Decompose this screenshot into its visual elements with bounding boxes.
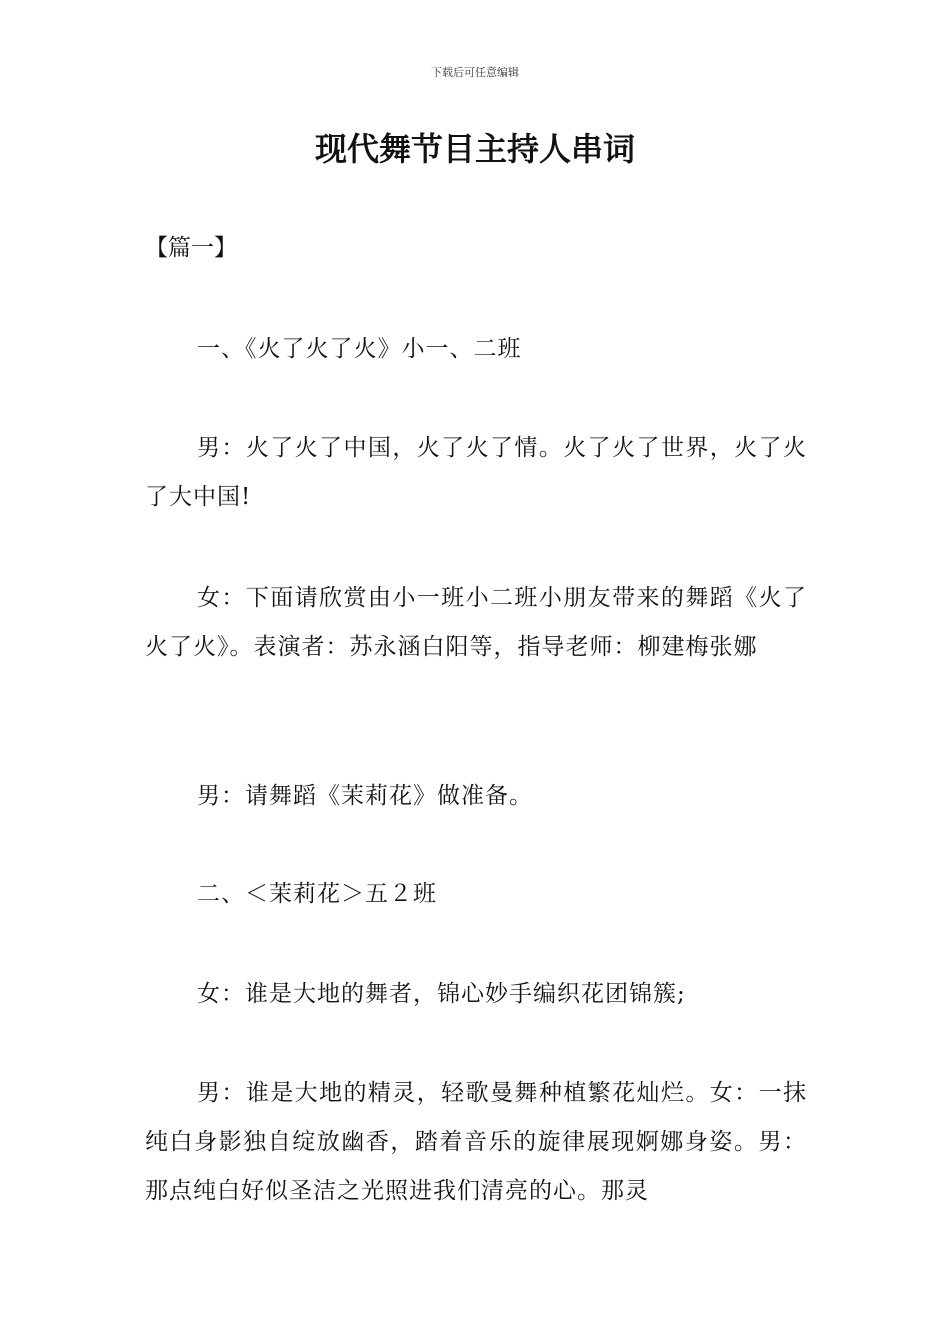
dialogue-paragraph: 女：下面请欣赏由小一班小二班小朋友带来的舞蹈《火了火了火》。表演者：苏永涵白阳等，指导老师：柳建梅张娜 (145, 585, 807, 660)
document-title: 现代舞节目主持人串词 (314, 130, 635, 168)
dialogue-paragraph: 男：请舞蹈《茉莉花》做准备。 (197, 783, 533, 809)
header-note: 下载后可任意编辑 (431, 66, 519, 79)
dialogue-paragraph: 男：火了火了中国，火了火了情。火了火了世界，火了火了大中国! (145, 435, 807, 510)
dialogue-paragraph: 男：谁是大地的精灵，轻歌曼舞种植繁花灿烂。女：一抹纯白身影独自绽放幽香，踏着音乐的旋律展现婀娜身姿。男：那点纯白好似圣洁之光照进我们清亮的心。那灵 (145, 1080, 807, 1204)
dialogue-paragraph: 女：谁是大地的舞者，锦心妙手编织花团锦簇; (197, 981, 686, 1007)
program-heading-2: 二、＜茉莉花＞五２班 (197, 881, 437, 907)
section-label: 【篇一】 (145, 235, 237, 261)
program-heading-1: 一、《火了火了火》小一、二班 (197, 336, 522, 362)
